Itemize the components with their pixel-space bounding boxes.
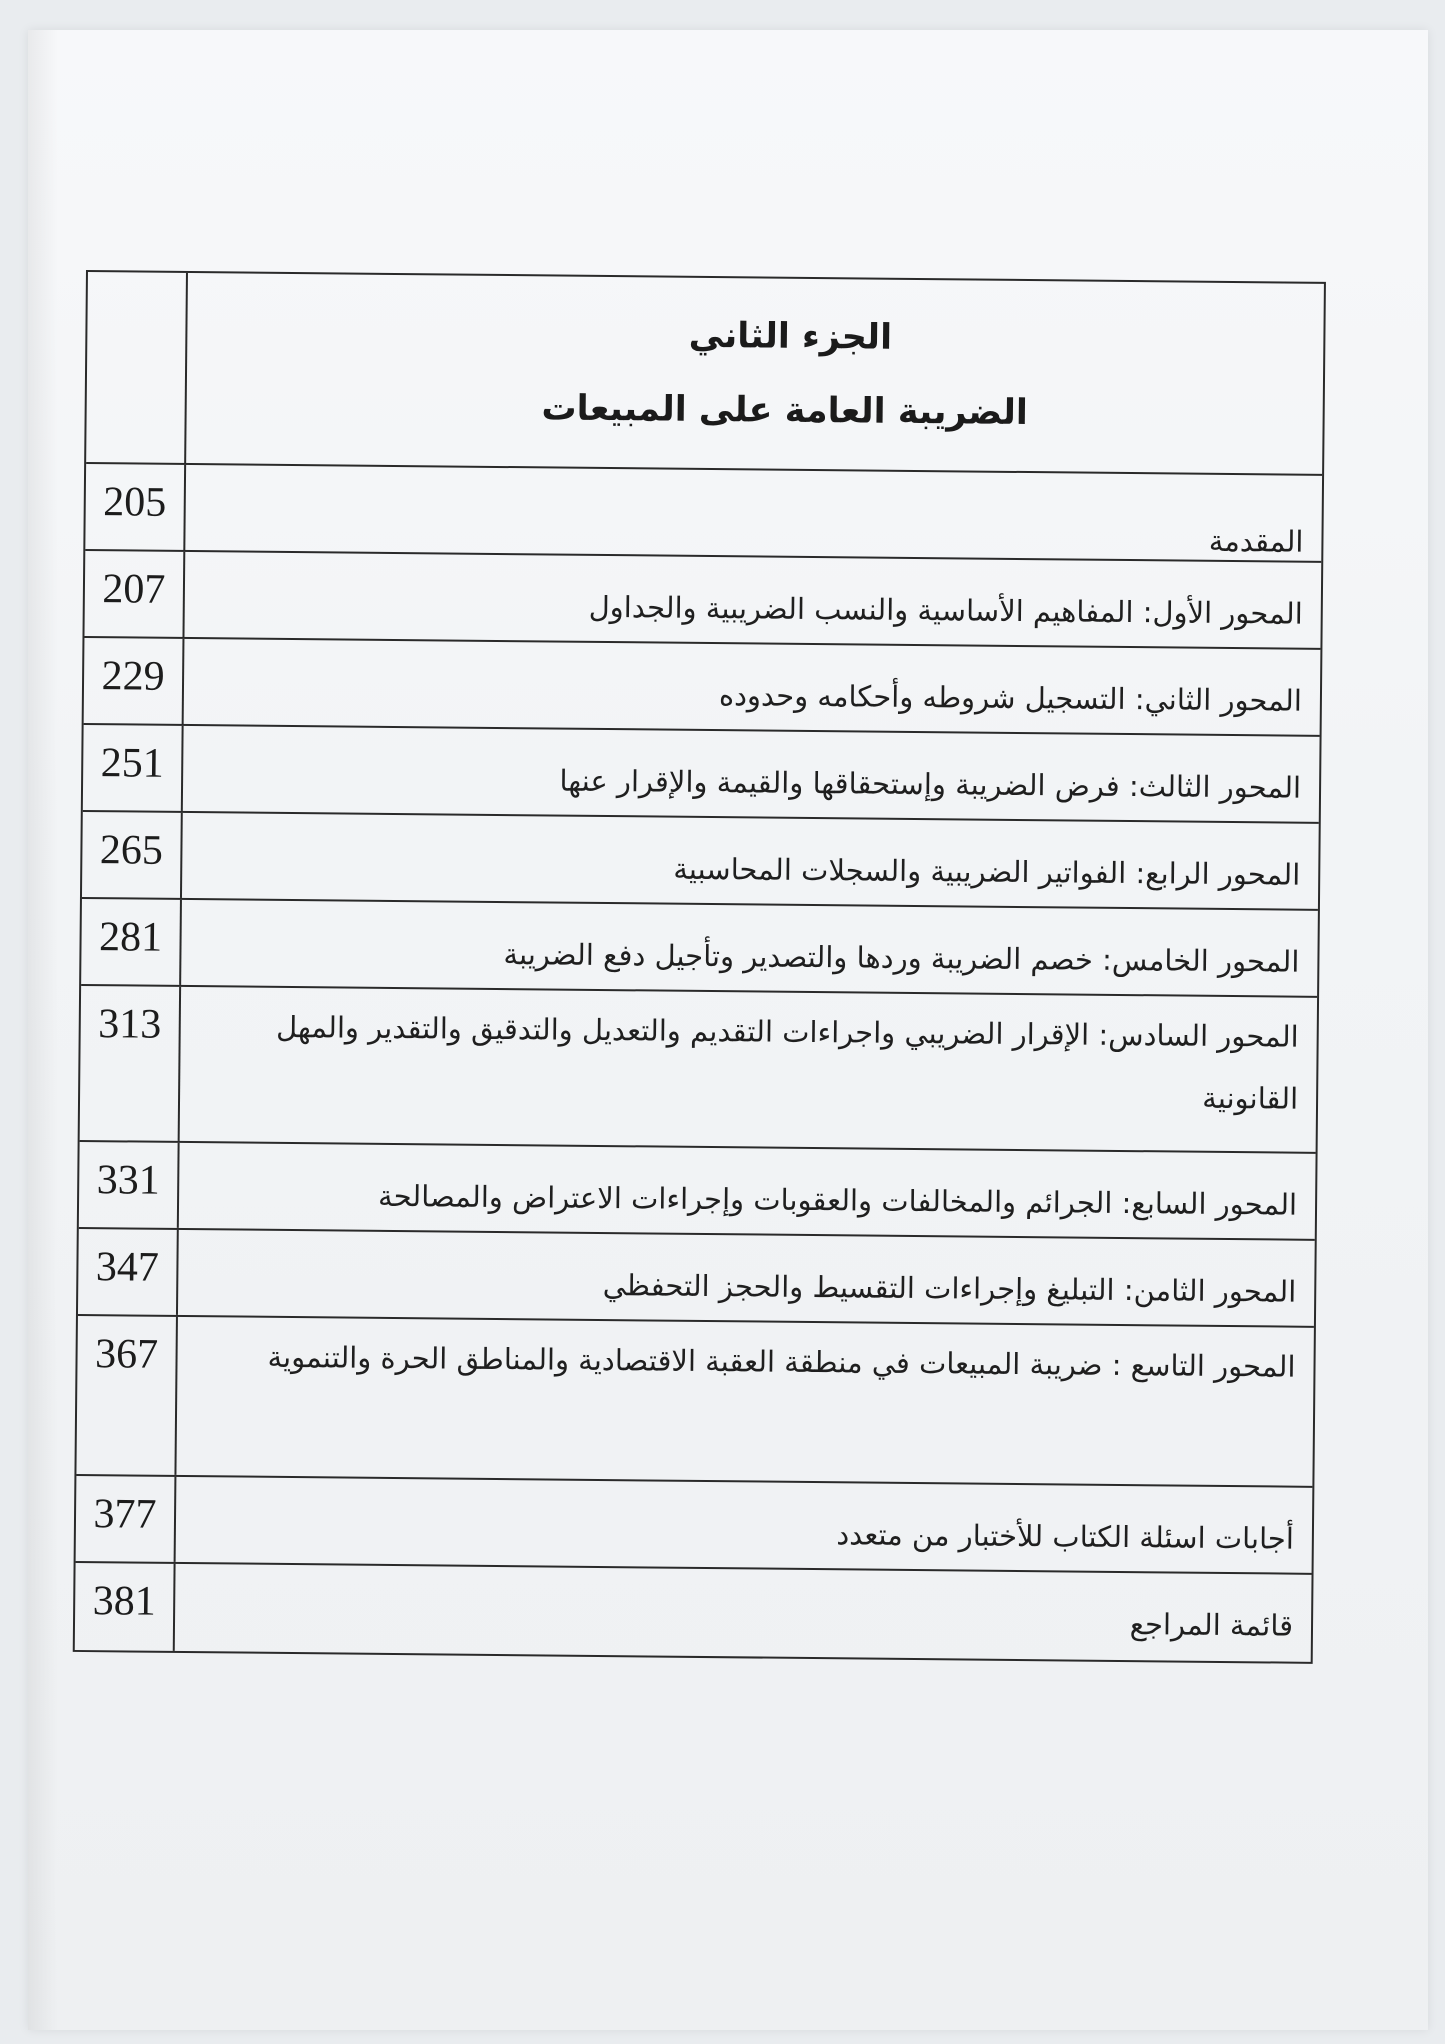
toc-header-row [86,272,1324,476]
header-page-cell [86,272,188,463]
part-subtitle: الضريبة العامة على المبيعات [541,388,1029,434]
page-number: 207 [84,551,185,637]
book-page [28,30,1428,2030]
entry-title: المحور الثاني: التسجيل شروطه وأحكامه وحدوده [718,678,1303,718]
entry-title: المحور الخامس: خصم الضريبة وردها والتصدير وتأجيل دفع الضريبة [503,937,1300,979]
toc-row [76,1316,1313,1488]
page-number: 377 [76,1476,177,1562]
entry-title: المحور الثامن: التبليغ وإجراءات التقسيط والحجز التحفظي [602,1268,1297,1309]
page-number: 205 [85,464,186,550]
entry-title: المحور الرابع: الفواتير الضريبية والسجلات المحاسبية [673,851,1301,892]
toc-row [76,1476,1313,1575]
toc-row [79,1142,1316,1241]
toc-row [84,551,1321,650]
toc-row [84,638,1321,737]
entry-title: أجابات اسئلة الكتاب للأختبار من متعدد [836,1517,1295,1556]
entry-title: المحور الثالث: فرض الضريبة وإستحقاقها والقيمة والإقرار عنها [559,763,1302,805]
page-number: 347 [78,1229,179,1315]
page-number: 229 [84,638,185,724]
toc-row [82,812,1319,911]
entry-title: المحور التاسع : ضريبة المبيعات في منطقة العقبة الاقتصادية والمناطق الحرة والتنموية [267,1339,1296,1384]
page-number: 331 [79,1142,180,1228]
toc-row [75,1563,1312,1662]
page-number: 367 [76,1316,178,1475]
page-number: 381 [75,1563,176,1651]
toc-row [85,464,1322,563]
part-title: الجزء الثاني [688,315,893,358]
entry-title: المقدمة [1208,523,1304,559]
page-number: 265 [82,812,183,898]
header-title-cell [186,273,1324,474]
table-of-contents [73,270,1326,1664]
entry-title: قائمة المراجع [1129,1607,1294,1643]
page-number: 251 [83,725,184,811]
toc-row [81,899,1318,998]
entry-title: المحور السابع: الجرائم والمخالفات والعقوبات وإجراءات الاعتراض والمصالحة [377,1178,1298,1222]
toc-row [83,725,1320,824]
page-number: 281 [81,899,182,985]
entry-title: المحور الأول: المفاهيم الأساسية والنسب الضريبية والجداول [588,589,1303,631]
page-number: 313 [80,986,181,1141]
toc-row [78,1229,1315,1328]
toc-row [80,986,1317,1154]
entry-title: المحور السادس: الإقرار الضريبي واجراءات التقديم والتعديل والتدقيق والتقدير والمهل القانونية [275,1009,1299,1116]
